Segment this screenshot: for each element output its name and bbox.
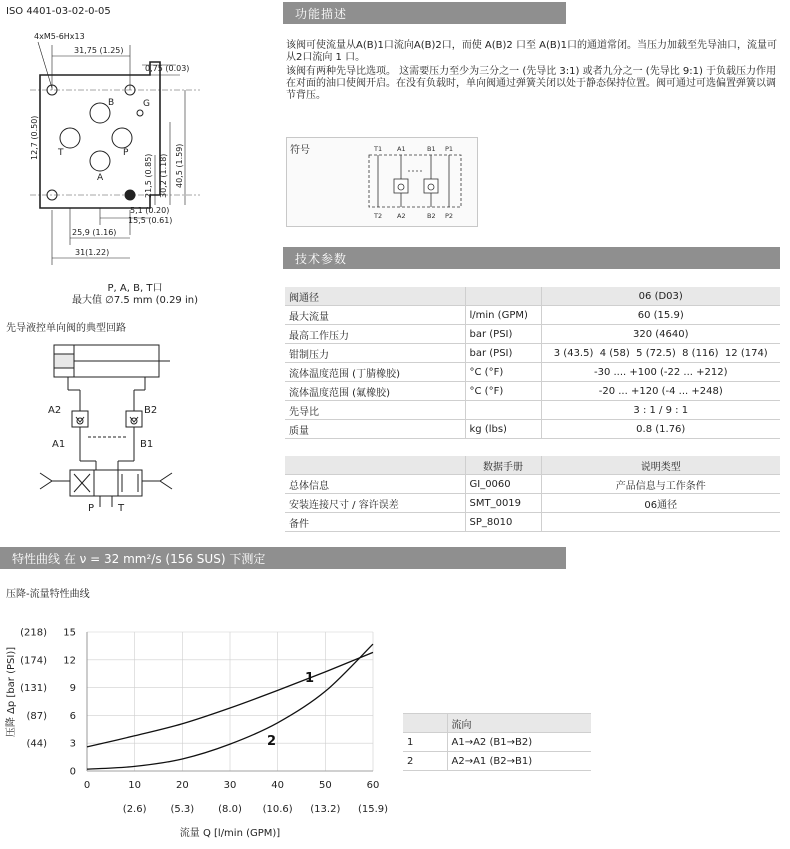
curve-subtitle: 压降-流量特性曲线 [6,589,90,600]
doc-name: 备件 [285,513,465,532]
tech-header-text: 技术参数 [295,252,348,266]
flow-num: 1 [403,733,447,752]
doc-type [541,513,780,532]
x-tick-label: 50 [318,780,332,791]
dim-label: 15,5 (0.61) [128,216,173,225]
param-unit: bar (PSI) [465,344,541,363]
table-row [285,344,780,363]
iso-code: ISO 4401-03-02-0-05 [6,6,111,17]
dim-label: 21,5 (0.85) [144,153,153,198]
symbol-port-label: A1 [397,145,406,153]
circuit-label: T [118,503,125,514]
y-tick-label: 15 [63,627,76,639]
param-unit: bar (PSI) [465,325,541,344]
x-tick-secondary-label: (5.3) [170,804,195,815]
port-label: G [143,99,150,109]
param-value: -20 ... +120 (-4 ... +248) [541,382,780,401]
dim-label: 40,5 (1.59) [175,143,184,188]
x-tick-secondary-label: (2.6) [122,804,147,815]
symbol-port-label: P1 [445,145,454,153]
doc-type: 06通径 [541,494,780,513]
x-tick-label: 60 [366,780,380,791]
circuit-label: B2 [144,405,158,416]
dim-label: 31,75 (1.25) [74,46,124,55]
param-unit [465,401,541,420]
valve-symbol [366,143,466,221]
doc-code[interactable]: GI_0060 [465,475,541,494]
table-row [285,382,780,401]
function-paragraph-2: 该阀有两种先导比选项。 这需要压力至少为三分之一 (先导比 3:1) 或者九分之一 (先导比 9:1) 于负载压力作用在对面的油口使阀开启。在没有负载时，单向阀通过弹簧关闭以处于静态保持位置。阀可通过可选偏置弹簧以调节背压。 [286,66,777,101]
x-tick-label: 10 [128,780,142,791]
doc-code[interactable]: SMT_0019 [465,494,541,513]
flow-direction-table [403,713,591,771]
x-tick-secondary-label: (15.9) [357,804,389,815]
param-value: 60 (15.9) [541,306,780,325]
tech-header [283,247,780,269]
pressure-flow-chart [0,620,400,849]
y-tick-label: 6 [69,710,76,722]
param-unit: °C (°F) [465,363,541,382]
y-tick-label: 9 [69,683,76,695]
doc-name: 总体信息 [285,475,465,494]
symbol-label: 符号 [290,145,310,156]
param-unit: °C (°F) [465,382,541,401]
dim-label: 31(1.22) [75,248,110,257]
param-value: 3 (43.5) 4 (58) 5 (72.5) 8 (116) 12 (174) [541,344,780,363]
docs-header: 说明类型 [541,456,780,475]
y-tick-label: 0 [69,766,76,778]
doc-code[interactable]: SP_8010 [465,513,541,532]
table-row [285,420,780,439]
port-label: T [58,148,64,158]
dim-label: 25,9 (1.16) [72,228,117,237]
param-name: 最高工作压力 [285,325,465,344]
table-row [403,733,591,752]
param-value: 0.8 (1.76) [541,420,780,439]
param-name: 最大流量 [285,306,465,325]
y-tick-secondary-label: (174) [20,655,47,667]
symbol-port-label: P2 [445,212,454,220]
table-row [285,287,780,306]
param-name: 流体温度范围 (氟橡胶) [285,382,465,401]
param-unit [465,287,541,306]
circuit-label: P [88,503,95,514]
table-row [285,363,780,382]
table-row [285,475,780,494]
symbol-port-label: B2 [427,212,436,220]
docs-header [285,456,465,475]
param-name: 阀通径 [285,287,465,306]
dim-label: 0,75 (0.03) [145,64,190,73]
circuit-title: 先导液控单向阀的典型回路 [6,323,126,334]
circuit-diagram [30,335,180,515]
drawing-caption-1: P, A, B, T口 [107,283,163,294]
x-tick-label: 40 [271,780,285,791]
y-axis-label: 压降 Δp [bar (PSI)] [6,646,17,738]
y-tick-label: 3 [69,738,76,750]
function-header-text: 功能描述 [295,7,348,21]
dim-label: 12,7 (0.50) [30,115,39,160]
flow-dir: A1→A2 (B1→B2) [447,733,591,752]
x-axis-label: 流量 Q [l/min (GPM)] [179,828,281,839]
x-tick-secondary-label: (10.6) [262,804,293,815]
x-tick-label: 30 [223,780,237,791]
flow-header: 流向 [447,714,591,733]
param-value: 06 (D03) [541,287,780,306]
curve-label: 2 [267,734,277,750]
y-tick-secondary-label: (131) [20,683,47,695]
thread-label: 4xM5-6Hx13 [34,32,85,41]
flow-dir: A2→A1 (B2→B1) [447,752,591,771]
doc-name: 安装连接尺寸 / 容许误差 [285,494,465,513]
circuit-label: A2 [48,405,62,416]
tech-table [285,287,780,439]
x-tick-secondary-label: (13.2) [310,804,341,815]
port-label: A [97,173,104,183]
param-name: 质量 [285,420,465,439]
symbol-port-label: A2 [397,212,406,220]
param-value: 3 : 1 / 9 : 1 [541,401,780,420]
param-unit: l/min (GPM) [465,306,541,325]
curve-header-text: 特性曲线 在 ν = 32 mm²/s (156 SUS) 下测定 [12,552,266,566]
curve-label: 1 [305,671,315,687]
x-tick-label: 0 [83,780,91,791]
table-row [285,513,780,532]
docs-header: 数据手册 [465,456,541,475]
docs-table [285,456,780,532]
y-tick-label: 12 [63,655,76,667]
table-row [285,401,780,420]
doc-type: 产品信息与工作条件 [541,475,780,494]
symbol-port-label: T2 [374,212,383,220]
circuit-label: B1 [140,439,154,450]
mounting-drawing [0,20,270,305]
table-row [285,494,780,513]
param-unit: kg (lbs) [465,420,541,439]
x-tick-label: 20 [175,780,189,791]
function-paragraph-1: 该阀可使流量从A(B)1口流向A(B)2口，而使 A(B)2 口至 A(B)1口的通道常闭。当压力加载至先导油口，流量可从2口流向 1 口。 [286,40,778,63]
port-label: P [123,148,129,158]
dim-label: 5,1 (0.20) [130,206,170,215]
curve-header [0,547,566,569]
x-tick-secondary-label: (8.0) [218,804,242,815]
table-row [285,306,780,325]
flow-num: 2 [403,752,447,771]
symbol-port-label: T1 [374,145,383,153]
symbol-port-label: B1 [427,145,436,153]
param-value: -30 .... +100 (-22 ... +212) [541,363,780,382]
circuit-label: A1 [52,439,66,450]
param-name: 钳制压力 [285,344,465,363]
y-tick-secondary-label: (87) [26,710,47,722]
table-row [285,325,780,344]
y-tick-secondary-label: (44) [26,738,47,750]
param-name: 先导比 [285,401,465,420]
table-row [403,752,591,771]
y-tick-secondary-label: (218) [20,627,47,639]
function-header [283,2,566,24]
port-label: B [108,98,115,108]
param-value: 320 (4640) [541,325,780,344]
dim-label: 30,2 (1.18) [159,153,168,198]
drawing-caption-2: 最大值 ∅7.5 mm (0.29 in) [72,295,198,306]
table-header-row [403,714,591,733]
param-name: 流体温度范围 (丁腈橡胶) [285,363,465,382]
table-header-row [285,456,780,475]
